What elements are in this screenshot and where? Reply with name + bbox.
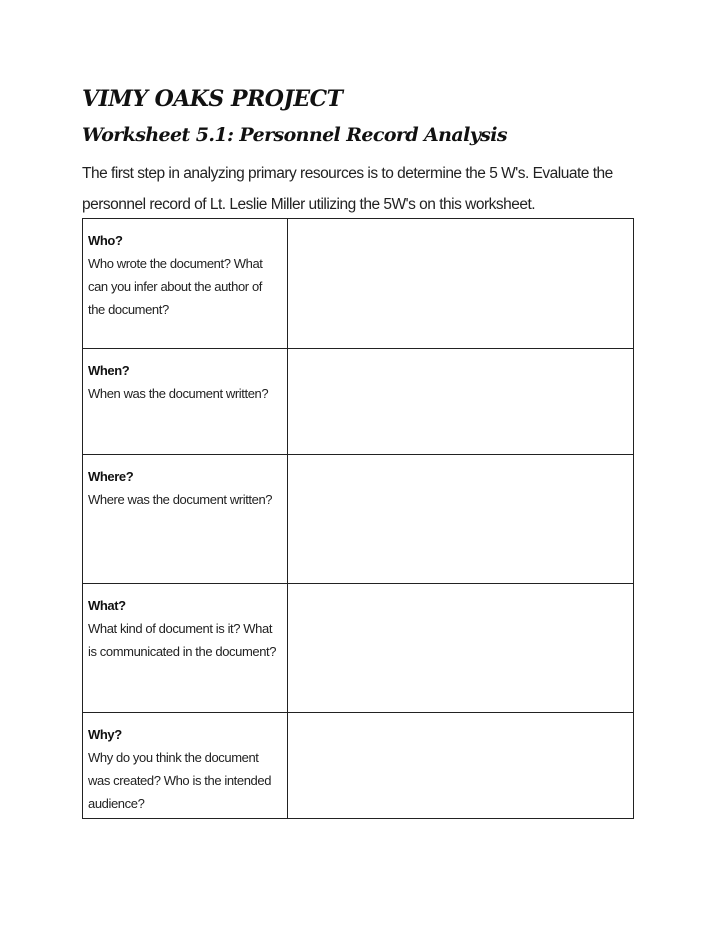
answer-cell-what[interactable] [288, 584, 634, 713]
question-cell-what [83, 584, 288, 713]
table-row-why [83, 713, 634, 819]
question-text-where: Where was the document written? [88, 492, 273, 507]
question-cell-why [83, 713, 288, 819]
question-heading-when: When? [88, 363, 130, 378]
question-text-who: Who wrote the document? What can you infer about the author of the document? [88, 256, 263, 317]
answer-cell-who[interactable] [288, 219, 634, 349]
question-cell-who [83, 219, 288, 349]
table-row-where [83, 455, 634, 584]
table-row-when [83, 349, 634, 455]
five-ws-table [82, 218, 634, 819]
question-text-what: What kind of document is it? What is communicated in the document? [88, 621, 277, 659]
answer-cell-when[interactable] [288, 349, 634, 455]
question-heading-who: Who? [88, 233, 123, 248]
project-title: VIMY OAKS PROJECT [82, 86, 343, 112]
question-heading-where: Where? [88, 469, 134, 484]
question-text-why: Why do you think the document was created? Who is the intended audience? [88, 750, 272, 811]
question-cell-where [83, 455, 288, 584]
question-heading-why: Why? [88, 727, 122, 742]
question-cell-when [83, 349, 288, 455]
table-row-what [83, 584, 634, 713]
table-row-who [83, 219, 634, 349]
worksheet-title: Worksheet 5.1: Personnel Record Analysis [82, 124, 507, 146]
answer-cell-where[interactable] [288, 455, 634, 584]
answer-cell-why[interactable] [288, 713, 634, 819]
intro-paragraph: The first step in analyzing primary resources is to determine the 5 W's. Evaluate the personnel record of Lt. Leslie Miller utilizing the 5W's on this worksheet. [82, 165, 613, 213]
question-heading-what: What? [88, 598, 126, 613]
question-text-when: When was the document written? [88, 386, 269, 401]
